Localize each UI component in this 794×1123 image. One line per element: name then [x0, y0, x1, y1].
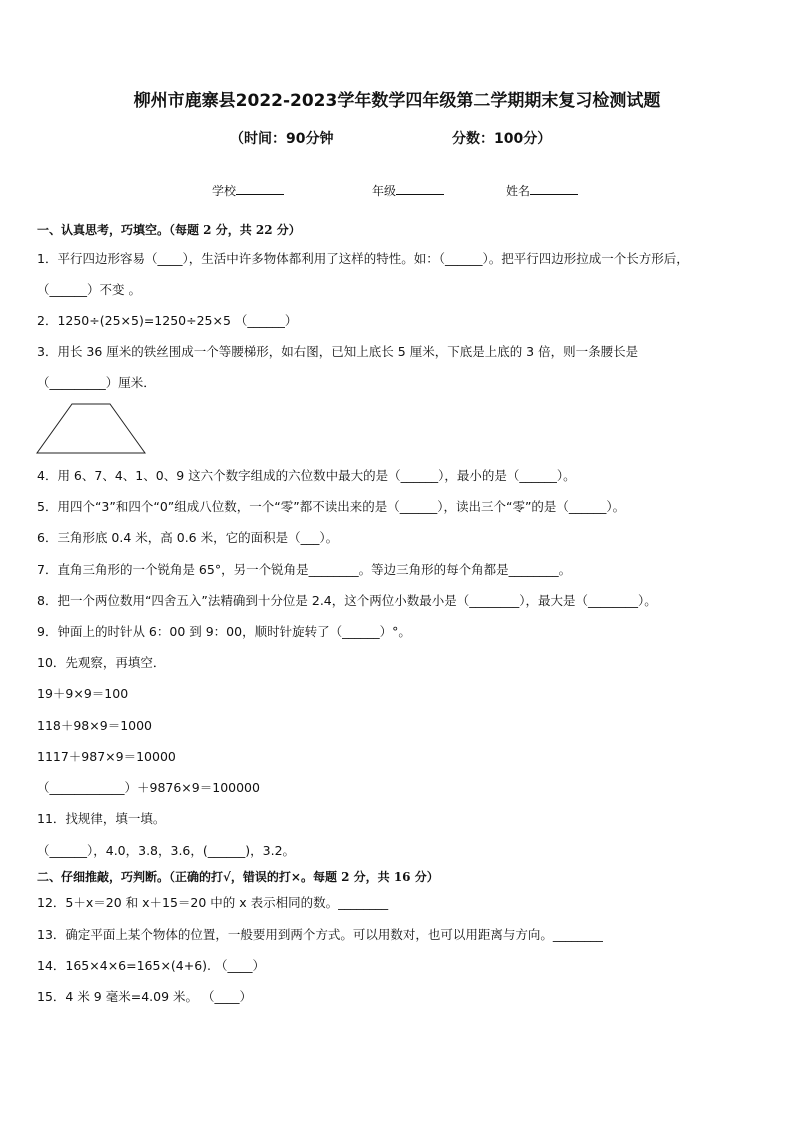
question-line: 8．把一个两位数用“四舍五入”法精确到十分位是 2.4，这个两位小数最小是（________），最大是（________）。: [37, 593, 657, 608]
trapezoid-figure: [36, 403, 146, 455]
question-line: 7．直角三角形的一个锐角是 65°，另一个锐角是________。等边三角形的每个角都是________。: [37, 562, 572, 577]
grade-blank[interactable]: [396, 183, 444, 195]
question-line: 3．用长 36 厘米的铁丝围成一个等腰梯形，如右图，已知上底长 5 厘米，下底是上底的 3 倍，则一条腰长是: [37, 344, 639, 359]
question-line: 5．用四个“3”和四个“0”组成八位数，一个“零”都不读出来的是（______），读出三个“零”的是（______）。: [37, 499, 626, 514]
section-2-heading: 二、仔细推敲，巧判断。（正确的打√，错误的打×。每题 2 分，共 16 分）: [37, 870, 439, 884]
question-line: 10．先观察，再填空．: [37, 655, 166, 670]
equation-line: （____________）＋9876×9＝100000: [37, 780, 260, 795]
question-line: 14．165×4×6=165×(4+6). （____）: [37, 958, 266, 973]
score-label: 分数：100分）: [452, 131, 552, 147]
question-line: 9．钟面上的时针从 6：00 到 9：00，顺时针旋转了（______）°。: [37, 624, 411, 639]
school-label: 学校: [212, 184, 237, 198]
question-line: 1．平行四边形容易（____），生活中许多物体都利用了这样的特性。如：（______）。把平行四边形拉成一个长方形后，: [37, 251, 689, 266]
question-line: （_________）厘米．: [37, 375, 156, 390]
question-line: （______），4.0，3.8，3.6，(______)，3.2。: [37, 843, 296, 858]
question-line: 15．4 米 9 毫米=4.09 米。 （____）: [37, 989, 252, 1004]
grade-label: 年级: [372, 184, 397, 198]
equation-line: 19＋9×9＝100: [37, 686, 129, 701]
question-line: 13．确定平面上某个物体的位置，一般要用到两个方式。可以用数对，也可以用距离与方向。________: [37, 927, 603, 942]
page-title: 柳州市鹿寨县2022-2023学年数学四年级第二学期期末复习检测试题: [133, 91, 661, 111]
name-field: [506, 182, 578, 199]
grade-field: [372, 182, 444, 199]
question-line: 4．用 6、7、4、1、0、9 这六个数字组成的六位数中最大的是（______），最小的是（______）。: [37, 468, 576, 483]
equation-line: 118＋98×9＝1000: [37, 718, 153, 733]
school-blank[interactable]: [236, 183, 284, 195]
equation-line: 1117＋987×9＝10000: [37, 749, 176, 764]
school-field: [212, 182, 284, 199]
question-line: 6．三角形底 0.4 米，高 0.6 米，它的面积是（___）。: [37, 530, 339, 545]
name-label: 姓名: [506, 184, 531, 198]
question-line: 2．1250÷(25×5)=1250÷25×5 （______）: [37, 313, 298, 328]
name-blank[interactable]: [530, 183, 578, 195]
question-line: 11．找规律，填一填。: [37, 811, 166, 826]
time-label: （时间：90分钟: [230, 131, 334, 147]
section-1-heading: 一、认真思考，巧填空。（每题 2 分，共 22 分）: [37, 223, 301, 237]
question-line: 12．5＋x＝20 和 x＋15＝20 中的 x 表示相同的数。________: [37, 895, 389, 910]
question-line: （______）不变 。: [37, 282, 141, 297]
